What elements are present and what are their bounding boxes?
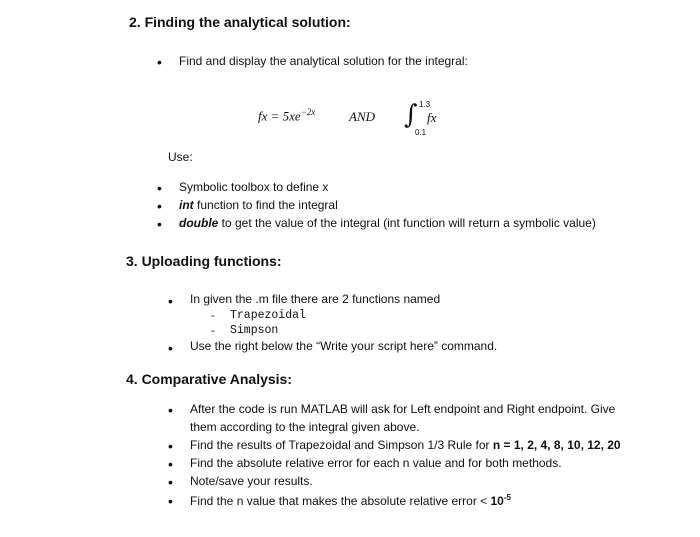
section-3-heading: 3. Uploading functions: bbox=[126, 253, 282, 269]
section-3-bullet-2: Use the right below the “Write your script here” command. bbox=[190, 339, 498, 353]
bullet-icon: • bbox=[168, 456, 173, 472]
bullet-icon: • bbox=[157, 180, 162, 196]
bullet-icon: • bbox=[168, 293, 173, 309]
bullet-icon: • bbox=[168, 438, 173, 454]
integral-lower-limit: 0.1 bbox=[415, 128, 427, 137]
section-4-heading: 4. Comparative Analysis: bbox=[126, 371, 292, 387]
equation-exponent: −2x bbox=[300, 107, 316, 117]
integral-upper-limit: 1.3 bbox=[419, 100, 431, 109]
section-2-heading: 2. Finding the analytical solution: bbox=[129, 14, 351, 30]
equation-fx: fx = 5xe bbox=[258, 108, 301, 124]
bullet-icon: • bbox=[157, 54, 162, 70]
use-item-2: int function to find the integral bbox=[179, 198, 338, 212]
use-label: Use: bbox=[168, 150, 193, 164]
dash-icon: - bbox=[211, 310, 215, 322]
bullet-icon: • bbox=[157, 198, 162, 214]
equation-and: AND bbox=[349, 109, 375, 124]
section-4-bullet-4: Note/save your results. bbox=[190, 474, 313, 488]
use-item-3: double to get the value of the integral (int function will return a symbolic value) bbox=[179, 216, 596, 230]
bullet-icon: • bbox=[168, 474, 173, 490]
section-2-bullet-1: Find and display the analytical solution for the integral: bbox=[179, 54, 468, 68]
integral-sign-icon: ∫ bbox=[404, 100, 418, 130]
section-4-bullet-5: Find the n value that makes the absolute relative error < $10^{-5}$ bbox=[190, 493, 511, 508]
equation-lhs bbox=[258, 107, 315, 124]
section-4-bullet-2: Find the results of Trapezoidal and Simpson 1/3 Rule for n = 1, 2, 4, 8, 10, 12, 20 bbox=[190, 438, 621, 452]
function-simpson: Simpson bbox=[230, 324, 279, 337]
bullet-icon: • bbox=[168, 340, 173, 356]
section-4-bullet-1-line-1: After the code is run MATLAB will ask for Left endpoint and Right endpoint. Give bbox=[190, 402, 616, 416]
integral-integrand: fx bbox=[427, 110, 437, 125]
bullet-icon: • bbox=[168, 493, 173, 509]
use-item-1: Symbolic toolbox to define x bbox=[179, 180, 329, 194]
dash-icon: - bbox=[211, 325, 215, 337]
bullet-icon: • bbox=[157, 216, 162, 232]
function-trapezoidal: Trapezoidal bbox=[230, 309, 306, 322]
bullet-icon: • bbox=[168, 402, 173, 418]
section-3-bullet-1: In given the .m file there are 2 functions named bbox=[190, 292, 441, 306]
section-4-bullet-3: Find the absolute relative error for each n value and for both methods. bbox=[190, 456, 562, 470]
section-4-bullet-1-line-2: them according to the integral given above. bbox=[190, 420, 420, 434]
